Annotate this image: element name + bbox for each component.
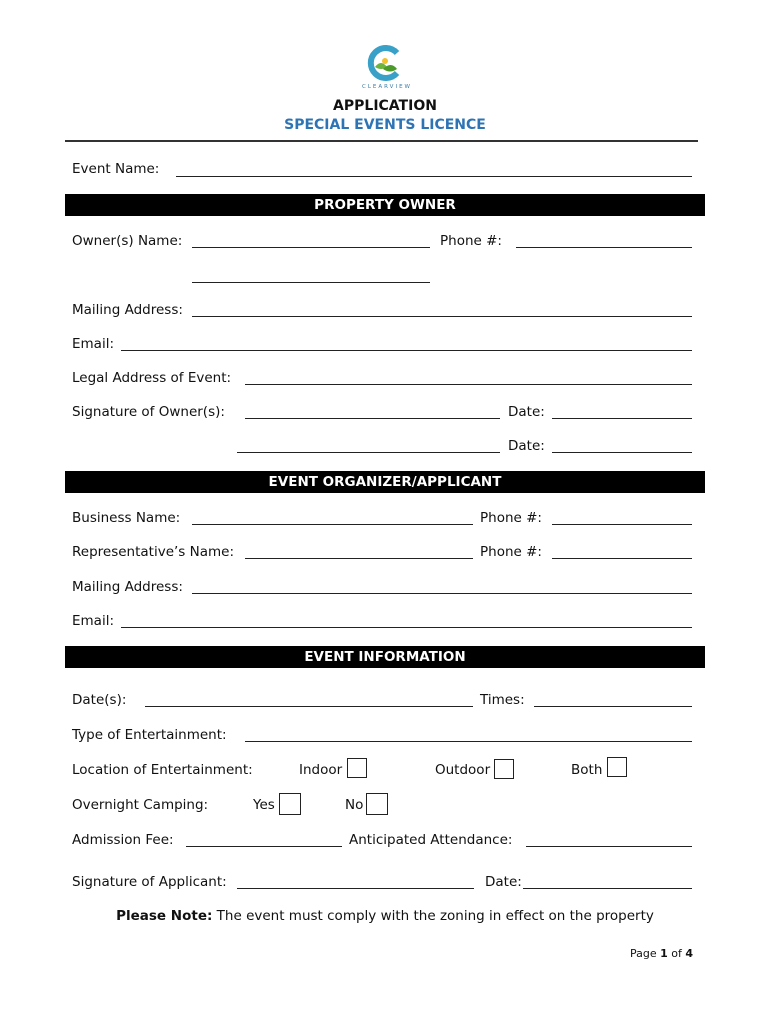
camping-label: Overnight Camping:: [72, 797, 209, 813]
representative-field[interactable]: [245, 558, 473, 559]
times-field[interactable]: [534, 706, 692, 707]
yes-label: Yes: [253, 797, 275, 813]
no-label: No: [345, 797, 364, 813]
owners-name-field[interactable]: [192, 247, 430, 248]
times-label: Times:: [480, 692, 525, 708]
organizer-mailing-field[interactable]: [192, 593, 692, 594]
admission-label: Admission Fee:: [72, 832, 174, 848]
page-title: APPLICATION: [333, 98, 437, 114]
attendance-label: Anticipated Attendance:: [349, 832, 513, 848]
legal-address-field[interactable]: [245, 384, 692, 385]
page-subtitle: SPECIAL EVENTS LICENCE: [284, 117, 486, 133]
property-owner-header: PROPERTY OWNER: [65, 194, 705, 216]
representative-phone-field[interactable]: [552, 558, 692, 559]
dates-label: Date(s):: [72, 692, 127, 708]
page-word: Page: [630, 947, 657, 960]
indoor-checkbox[interactable]: [347, 758, 367, 778]
event-name-label: Event Name:: [72, 161, 160, 177]
owners-name-field-2[interactable]: [192, 282, 430, 283]
organizer-email-field[interactable]: [121, 627, 692, 628]
outdoor-checkbox[interactable]: [494, 759, 514, 779]
business-name-label: Business Name:: [72, 510, 181, 526]
business-phone-label: Phone #:: [480, 510, 542, 526]
business-name-field[interactable]: [192, 524, 473, 525]
legal-address-label: Legal Address of Event:: [72, 370, 232, 386]
camping-yes-checkbox[interactable]: [279, 793, 301, 815]
outdoor-label: Outdoor: [435, 762, 491, 778]
representative-label: Representative’s Name:: [72, 544, 234, 560]
clearview-logo: [367, 45, 403, 81]
event-name-field[interactable]: [176, 176, 692, 177]
owner-mailing-field[interactable]: [192, 316, 692, 317]
logo-text: CLEARVIEW: [362, 84, 412, 90]
owner-mailing-label: Mailing Address:: [72, 302, 183, 318]
applicant-signature-field[interactable]: [237, 888, 474, 889]
applicant-signature-label: Signature of Applicant:: [72, 874, 227, 890]
page-total: 4: [685, 947, 694, 960]
owner-date-field-2[interactable]: [552, 452, 692, 453]
owner-email-label: Email:: [72, 336, 115, 352]
owner-signature-label: Signature of Owner(s):: [72, 404, 225, 420]
organizer-mailing-label: Mailing Address:: [72, 579, 183, 595]
dates-field[interactable]: [145, 706, 473, 707]
note-text: The event must comply with the zoning in effect on the property: [212, 908, 654, 924]
owner-date-label-2: Date:: [508, 438, 545, 454]
business-phone-field[interactable]: [552, 524, 692, 525]
of-word: of: [671, 947, 682, 960]
entertainment-type-label: Type of Entertainment:: [72, 727, 227, 743]
owner-email-field[interactable]: [121, 350, 692, 351]
logo-icon: [367, 45, 403, 81]
camping-no-checkbox[interactable]: [366, 793, 388, 815]
indoor-label: Indoor: [299, 762, 343, 778]
entertainment-type-field[interactable]: [245, 741, 692, 742]
location-label: Location of Entertainment:: [72, 762, 253, 778]
page-current: 1: [660, 947, 668, 960]
both-label: Both: [571, 762, 603, 778]
title-rule: [65, 140, 698, 142]
owner-signature-field-2[interactable]: [237, 452, 500, 453]
note-bold: Please Note:: [116, 908, 213, 924]
note: [0, 908, 770, 924]
admission-field[interactable]: [186, 846, 342, 847]
applicant-date-label: Date:: [485, 874, 522, 890]
page-number: [630, 947, 693, 960]
applicant-date-field[interactable]: [523, 888, 692, 889]
attendance-field[interactable]: [526, 846, 692, 847]
owners-name-label: Owner(s) Name:: [72, 233, 183, 249]
owner-date-field[interactable]: [552, 418, 692, 419]
event-info-header: EVENT INFORMATION: [65, 646, 705, 668]
owner-signature-field[interactable]: [245, 418, 500, 419]
both-checkbox[interactable]: [607, 757, 627, 777]
owner-date-label: Date:: [508, 404, 545, 420]
owner-phone-label: Phone #:: [440, 233, 502, 249]
organizer-email-label: Email:: [72, 613, 115, 629]
owner-phone-field[interactable]: [516, 247, 692, 248]
representative-phone-label: Phone #:: [480, 544, 542, 560]
organizer-header: EVENT ORGANIZER/APPLICANT: [65, 471, 705, 493]
